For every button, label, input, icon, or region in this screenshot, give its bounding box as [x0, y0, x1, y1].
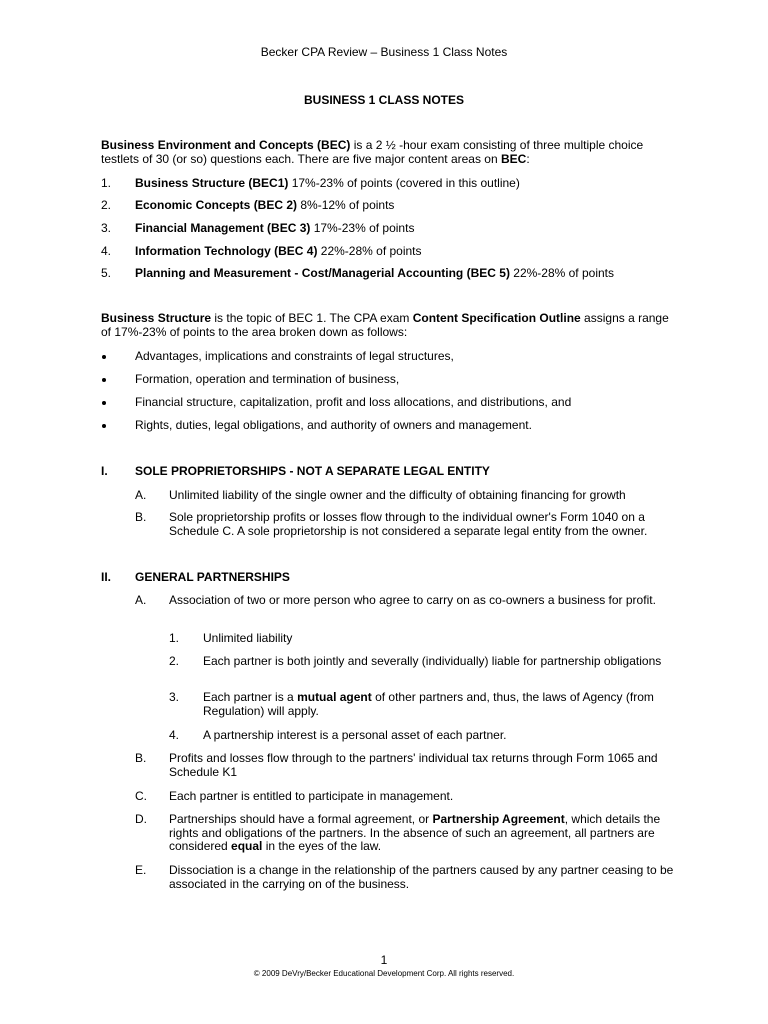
- intro-text-b: :: [526, 151, 530, 166]
- bullet-text: Advantages, implications and constraints of legal structures,: [135, 349, 454, 363]
- content-area-number: 4.: [101, 244, 112, 258]
- item-text: Association of two or more person who agree to carry on as co-owners a business for profit.: [169, 593, 656, 607]
- sub-item-text: Each partner is both jointly and severally (individually) liable for partnership obligations: [203, 654, 662, 668]
- content-area-name: Business Structure (BEC1): [135, 176, 289, 190]
- sub-item-text: A partnership interest is a personal asset of each partner.: [203, 728, 507, 742]
- item-letter: C.: [135, 789, 147, 803]
- item-letter: B.: [135, 751, 147, 765]
- mutual-agent-term: mutual agent: [297, 690, 372, 704]
- sub-item-text-b: of other partners and, thus, the laws of Agency (from Regulation) will apply.: [203, 690, 654, 718]
- sub-item-text-a: Each partner is a: [203, 690, 298, 704]
- item-letter: B.: [135, 510, 147, 524]
- item-text-a: Partnerships should have a formal agreement, or: [169, 812, 433, 826]
- equal-term: equal: [231, 839, 263, 853]
- section-number: I.: [101, 464, 108, 478]
- bullet-icon: [102, 401, 106, 405]
- section-heading: GENERAL PARTNERSHIPS: [135, 570, 290, 584]
- running-header: Becker CPA Review – Business 1 Class Notes: [260, 45, 508, 59]
- copyright-notice: © 2009 DeVry/Becker Educational Development Corp. All rights reserved.: [253, 969, 515, 978]
- content-area-weight: 17%-23% of points: [310, 221, 415, 235]
- item-text: Sole proprietorship profits or losses flow through to the individual owner's Form 1040 on a Schedule C. A sole proprietorship is not considered a separate legal entity from the owner.: [169, 510, 648, 538]
- bullet-text: Financial structure, capitalization, profit and loss allocations, and distributions, and: [135, 395, 572, 409]
- structure-text-a: is the topic of BEC 1. The CPA exam: [211, 311, 413, 325]
- item-letter: A.: [135, 488, 147, 502]
- content-area-name: Planning and Measurement - Cost/Managerial Accounting (BEC 5): [135, 266, 510, 280]
- bullet-icon: [102, 424, 106, 428]
- item-letter: D.: [135, 812, 147, 826]
- sub-item-number: 1.: [169, 631, 180, 645]
- content-area-number: 1.: [101, 176, 112, 190]
- content-area-name: Financial Management (BEC 3): [135, 221, 311, 235]
- document-title: BUSINESS 1 CLASS NOTES: [303, 93, 465, 107]
- page-number: 1: [380, 953, 388, 967]
- item-text-c: in the eyes of the law.: [262, 839, 382, 853]
- item-letter: E.: [135, 863, 147, 877]
- content-area-number: 2.: [101, 198, 112, 212]
- sub-item-text: Unlimited liability: [203, 631, 293, 645]
- content-area-name: Information Technology (BEC 4): [135, 244, 318, 258]
- item-text: Profits and losses flow through to the partners' individual tax returns through Form 1065 and Schedule K1: [169, 751, 658, 779]
- structure-cso: Content Specification Outline: [412, 311, 581, 325]
- bullet-icon: [102, 378, 106, 382]
- sub-item-number: 4.: [169, 728, 180, 742]
- content-area-weight: 17%-23% of points (covered in this outline): [288, 176, 520, 190]
- sub-item-number: 2.: [169, 654, 180, 668]
- partnership-agreement-term: Partnership Agreement: [432, 812, 565, 826]
- structure-term: Business Structure: [101, 311, 212, 325]
- content-area-weight: 8%-12% of points: [297, 198, 395, 212]
- structure-text-b: assigns a range of 17%-23% of points to the area broken down as follows:: [101, 311, 669, 339]
- sub-item-text: [203, 691, 673, 718]
- item-text: Dissociation is a change in the relationship of the partners caused by any partner ceasing to be associated in the carrying on of the business.: [169, 863, 674, 891]
- structure-paragraph: [101, 312, 671, 339]
- item-text: Unlimited liability of the single owner and the difficulty of obtaining financing for growth: [169, 488, 626, 502]
- bullet-icon: [102, 355, 106, 359]
- sub-item-number: 3.: [169, 690, 180, 704]
- content-area-weight: 22%-28% of points: [317, 244, 422, 258]
- bullet-text: Rights, duties, legal obligations, and authority of owners and management.: [135, 418, 532, 432]
- section-number: II.: [101, 570, 112, 584]
- section-heading: SOLE PROPRIETORSHIPS - NOT A SEPARATE LEGAL ENTITY: [135, 464, 490, 478]
- item-text-b: , which details the rights and obligations of the partners. In the absence of such an agreement, all partners are considered: [169, 812, 661, 853]
- bullet-text: Formation, operation and termination of business,: [135, 372, 400, 386]
- item-text: Each partner is entitled to participate in management.: [169, 789, 454, 803]
- content-area-number: 3.: [101, 221, 112, 235]
- intro-text-a: is a 2 ½ -hour exam consisting of three multiple choice testlets of 30 (or so) questions each. There are five major content areas on: [101, 138, 644, 166]
- intro-paragraph: [101, 139, 671, 166]
- intro-bec: BEC: [501, 151, 527, 166]
- intro-term: Business Environment and Concepts (BEC): [101, 138, 351, 152]
- content-area-name: Economic Concepts (BEC 2): [135, 198, 298, 212]
- content-area-weight: 22%-28% of points: [509, 266, 614, 280]
- item-letter: A.: [135, 593, 147, 607]
- content-area-number: 5.: [101, 266, 112, 280]
- item-text: [169, 813, 674, 854]
